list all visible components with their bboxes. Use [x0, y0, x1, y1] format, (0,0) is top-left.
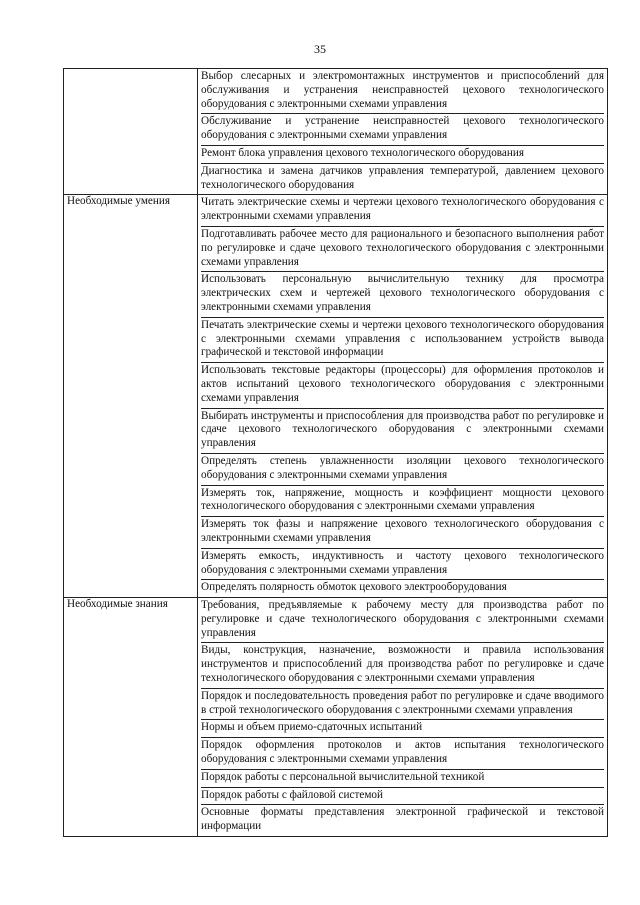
- table-row: [64, 195, 608, 598]
- list-item: Порядок работы с персональной вычислительной техникой: [201, 770, 604, 788]
- row-label: Необходимые умения: [64, 195, 198, 598]
- list-item: Определять степень увлажненности изоляции цехового технологического оборудования с электронными схемами управления: [201, 454, 604, 486]
- list-item: Обслуживание и устранение неисправностей цехового технологического оборудования с электронными схемами управления: [201, 114, 604, 146]
- row-label: [64, 69, 198, 195]
- list-item: Основные форматы представления электронной графической и текстовой информации: [201, 806, 604, 833]
- list-item: Измерять ток, напряжение, мощность и коэффициент мощности цехового технологического оборудования с электронными схемами управления: [201, 486, 604, 518]
- list-item: Использовать текстовые редакторы (процессоры) для оформления протоколов и актов испытаний цехового технологического оборудования с электронными схемами управления: [201, 363, 604, 408]
- list-item: Диагностика и замена датчиков управления температурой, давлением цехового технологического оборудования: [201, 164, 604, 191]
- list-item: Печатать электрические схемы и чертежи цехового технологического оборудования с электронными схемами управления с использованием устройств вывода графической и текстовой информации: [201, 318, 604, 363]
- list-item: Выбор слесарных и электромонтажных инструментов и приспособлений для обслуживания и устранения неисправностей цехового технологического оборудования с электронными схемами управления: [201, 69, 604, 114]
- list-item: Определять полярность обмоток цехового электрооборудования: [201, 581, 507, 594]
- list-item: Порядок работы с файловой системой: [201, 788, 604, 806]
- list-item: Подготавливать рабочее место для рационального и безопасного выполнения работ по регулировке и сдаче цехового технологического оборудования с электронными схемами управления: [201, 227, 604, 272]
- list-item: Ремонт блока управления цехового технологического оборудования: [201, 146, 604, 164]
- list-item: Нормы и объем приемо-сдаточных испытаний: [201, 720, 604, 738]
- list-item: Порядок и последовательность проведения работ по регулировке и сдаче вводимого в строй технологического оборудования с электронными схемами управления: [201, 689, 604, 721]
- table-row: [64, 598, 608, 837]
- list-item: Измерять емкость, индуктивность и частоту цехового технологического оборудования с электронными схемами управления: [201, 549, 604, 581]
- page-number: 35: [314, 42, 326, 56]
- list-item: Порядок оформления протоколов и актов испытания технологического оборудования с электронными схемами управления: [201, 738, 604, 770]
- list-item: Читать электрические схемы и чертежи цехового технологического оборудования с электронными схемами управления: [201, 195, 604, 227]
- table-row: [64, 69, 608, 195]
- row-label: Необходимые знания: [64, 598, 198, 837]
- row-items: [198, 195, 608, 598]
- list-item: Виды, конструкция, назначение, возможности и правила использования инструментов и приспособлений для производства работ по регулировке и сдаче технологического оборудования с электронными схемами управления: [201, 643, 604, 688]
- list-item: Выбирать инструменты и приспособления для производства работ по регулировке и сдаче цехового технологического оборудования с электронными схемами управления: [201, 409, 604, 454]
- row-items: [198, 598, 608, 837]
- competency-table: [63, 68, 608, 837]
- list-item: Использовать персональную вычислительную технику для просмотра электрических схем и чертежей цехового технологического оборудования с электронными схемами управления: [201, 272, 604, 317]
- list-item: Требования, предъявляемые к рабочему месту для производства работ по регулировке и сдаче технологического оборудования с электронными схемами управления: [201, 598, 604, 643]
- row-items: [198, 69, 608, 195]
- list-item: Измерять ток фазы и напряжение цехового технологического оборудования с электронными схемами управления: [201, 517, 604, 549]
